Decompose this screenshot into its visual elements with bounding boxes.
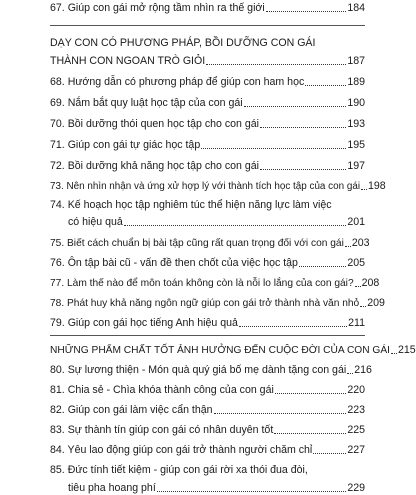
dot-leader bbox=[305, 85, 346, 86]
dot-leader bbox=[360, 306, 366, 307]
page-number: 184 bbox=[347, 2, 365, 14]
page-number: 227 bbox=[347, 444, 365, 456]
toc-entry-76[interactable] bbox=[50, 253, 365, 270]
dot-leader bbox=[313, 453, 346, 454]
toc-entry-74-continued[interactable] bbox=[68, 212, 365, 229]
dot-leader bbox=[214, 413, 347, 414]
page-number: 208 bbox=[361, 277, 380, 289]
entry-number: 78. bbox=[50, 298, 65, 309]
dot-leader bbox=[275, 393, 347, 394]
page-number: 205 bbox=[347, 257, 365, 269]
entry-title: Hướng dẫn có phương pháp để giúp con ham học bbox=[67, 76, 305, 88]
toc-entry-67[interactable] bbox=[50, 0, 365, 15]
page-number: 201 bbox=[347, 216, 365, 228]
page-number: 197 bbox=[347, 160, 365, 172]
section-heading-line-1 bbox=[50, 33, 365, 50]
page-number: 220 bbox=[347, 384, 365, 396]
toc-entry-75[interactable] bbox=[50, 233, 370, 250]
entry-title: Biết cách chuẩn bị bài tập cũng rất quan trọng đối với con gái bbox=[67, 238, 344, 249]
entry-title: Nắm bắt quy luật học tập của con gái bbox=[67, 97, 243, 109]
entry-title: Sự lương thiện - Món quà quý giá bố mẹ dành tặng con gái bbox=[67, 364, 347, 376]
entry-title: Bồi dưỡng thói quen học tập cho con gái bbox=[67, 118, 260, 130]
dot-leader bbox=[266, 11, 347, 12]
entry-number: 75. bbox=[50, 238, 65, 249]
toc-entry-77[interactable] bbox=[50, 273, 380, 290]
toc-entry-78[interactable] bbox=[50, 293, 385, 310]
entry-title: Chia sẻ - Chìa khóa thành công của con gái bbox=[67, 384, 274, 396]
dot-leader bbox=[201, 148, 346, 149]
page-number: 198 bbox=[368, 180, 386, 192]
toc-entry-85[interactable] bbox=[50, 460, 365, 477]
toc-entry-79[interactable] bbox=[50, 313, 365, 330]
dot-leader bbox=[206, 64, 346, 65]
section-divider bbox=[50, 335, 365, 336]
page-number: 229 bbox=[347, 482, 365, 494]
dot-leader bbox=[244, 106, 347, 107]
section-divider bbox=[50, 25, 365, 26]
section-heading-2[interactable] bbox=[50, 340, 416, 357]
dot-leader bbox=[345, 246, 351, 247]
page-number: 187 bbox=[347, 55, 365, 67]
page-number: 215 bbox=[397, 344, 416, 356]
entry-number: 84. bbox=[50, 444, 65, 456]
entry-title: Đức tính tiết kiệm - giúp con gái rời xa thói đua đòi, bbox=[67, 464, 308, 476]
entry-title: Bồi dưỡng khả năng học tập cho con gái bbox=[67, 160, 260, 172]
toc-entry-85-continued[interactable] bbox=[68, 478, 365, 495]
entry-title: Nên nhìn nhận và ứng xử hợp lý với thành tích học tập của con gái bbox=[66, 181, 361, 192]
page-number: 190 bbox=[347, 97, 365, 109]
entry-title: tiêu pha hoang phí bbox=[68, 482, 156, 494]
dot-leader bbox=[347, 373, 353, 374]
entry-title: Làm thế nào để môn toán không còn là nỗi lo lắng của con gái? bbox=[67, 278, 354, 289]
dot-leader bbox=[274, 433, 346, 434]
page-number: 216 bbox=[354, 364, 372, 376]
entry-title: Ôn tập bài cũ - vấn đề then chốt của việc học tập bbox=[67, 257, 298, 269]
section-heading: NHỮNG PHẨM CHẤT TỐT ẢNH HƯỞNG ĐẾN CUỘC ĐỜI CỦA CON GÁI bbox=[50, 345, 390, 356]
dot-leader bbox=[157, 491, 347, 492]
dot-leader bbox=[299, 266, 346, 267]
section-heading: THÀNH CON NGOAN TRÒ GIỎI bbox=[50, 55, 206, 67]
entry-title: Yêu lao động giúp con gái trở thành người chăm chỉ bbox=[67, 444, 313, 456]
entry-title: Giúp con gái học tiếng Anh hiệu quả bbox=[67, 317, 238, 329]
dot-leader bbox=[124, 225, 347, 226]
entry-number: 72. bbox=[50, 160, 65, 172]
toc-entry-73[interactable] bbox=[50, 176, 386, 193]
dot-leader bbox=[355, 286, 361, 287]
entry-title: có hiệu quả bbox=[68, 216, 123, 228]
toc-entry-82[interactable] bbox=[50, 400, 365, 417]
page-number: 211 bbox=[348, 317, 365, 329]
entry-number: 80. bbox=[50, 364, 65, 376]
entry-title: Giúp con gái tự giác học tập bbox=[67, 139, 201, 151]
entry-number: 79. bbox=[50, 317, 65, 329]
entry-number: 82. bbox=[50, 404, 65, 416]
page-number: 225 bbox=[347, 424, 365, 436]
entry-number: 68. bbox=[50, 76, 65, 88]
entry-number: 73. bbox=[50, 181, 64, 192]
toc-entry-70[interactable] bbox=[50, 114, 365, 131]
toc-entry-68[interactable] bbox=[50, 72, 365, 89]
entry-title: Giúp con gái mở rộng tầm nhìn ra thế giới bbox=[67, 2, 265, 14]
dot-leader bbox=[391, 353, 397, 354]
entry-number: 85. bbox=[50, 464, 65, 476]
entry-number: 69. bbox=[50, 97, 65, 109]
dot-leader bbox=[260, 127, 346, 128]
toc-entry-69[interactable] bbox=[50, 93, 365, 110]
dot-leader bbox=[260, 169, 346, 170]
entry-number: 76. bbox=[50, 257, 65, 269]
toc-entry-83[interactable] bbox=[50, 420, 365, 437]
page-number: 189 bbox=[347, 76, 365, 88]
page-number: 203 bbox=[351, 237, 370, 249]
entry-title: Phát huy khả năng ngôn ngữ giúp con gái trở thành nhà văn nhỏ bbox=[67, 298, 360, 309]
entry-title: Giúp con gái làm việc cẩn thận bbox=[67, 404, 213, 416]
entry-title: Sự thành tín giúp con gái có nhân duyên tốt bbox=[67, 424, 274, 436]
section-heading: DẠY CON CÓ PHƯƠNG PHÁP, BỒI DƯỠNG CON GÁI bbox=[50, 37, 316, 49]
toc-entry-80[interactable] bbox=[50, 360, 372, 377]
entry-number: 67. bbox=[50, 2, 65, 14]
page-number: 193 bbox=[347, 118, 365, 130]
page-number: 223 bbox=[347, 404, 365, 416]
toc-entry-71[interactable] bbox=[50, 135, 365, 152]
entry-number: 70. bbox=[50, 118, 65, 130]
dot-leader bbox=[361, 189, 367, 190]
entry-title: Kế hoạch học tập nghiêm túc thể hiện năng lực làm việc bbox=[67, 199, 332, 211]
entry-number: 71. bbox=[50, 139, 65, 151]
section-heading-line-2[interactable] bbox=[50, 51, 365, 68]
entry-number: 83. bbox=[50, 424, 65, 436]
toc-entry-81[interactable] bbox=[50, 380, 365, 397]
toc-entry-74[interactable] bbox=[50, 195, 365, 212]
entry-number: 81. bbox=[50, 384, 65, 396]
dot-leader bbox=[239, 326, 347, 327]
toc-entry-72[interactable] bbox=[50, 156, 365, 173]
page-number: 195 bbox=[347, 139, 365, 151]
entry-number: 77. bbox=[50, 278, 65, 289]
toc-entry-84[interactable] bbox=[50, 440, 365, 457]
page-number: 209 bbox=[367, 297, 385, 309]
entry-number: 74. bbox=[50, 199, 65, 211]
